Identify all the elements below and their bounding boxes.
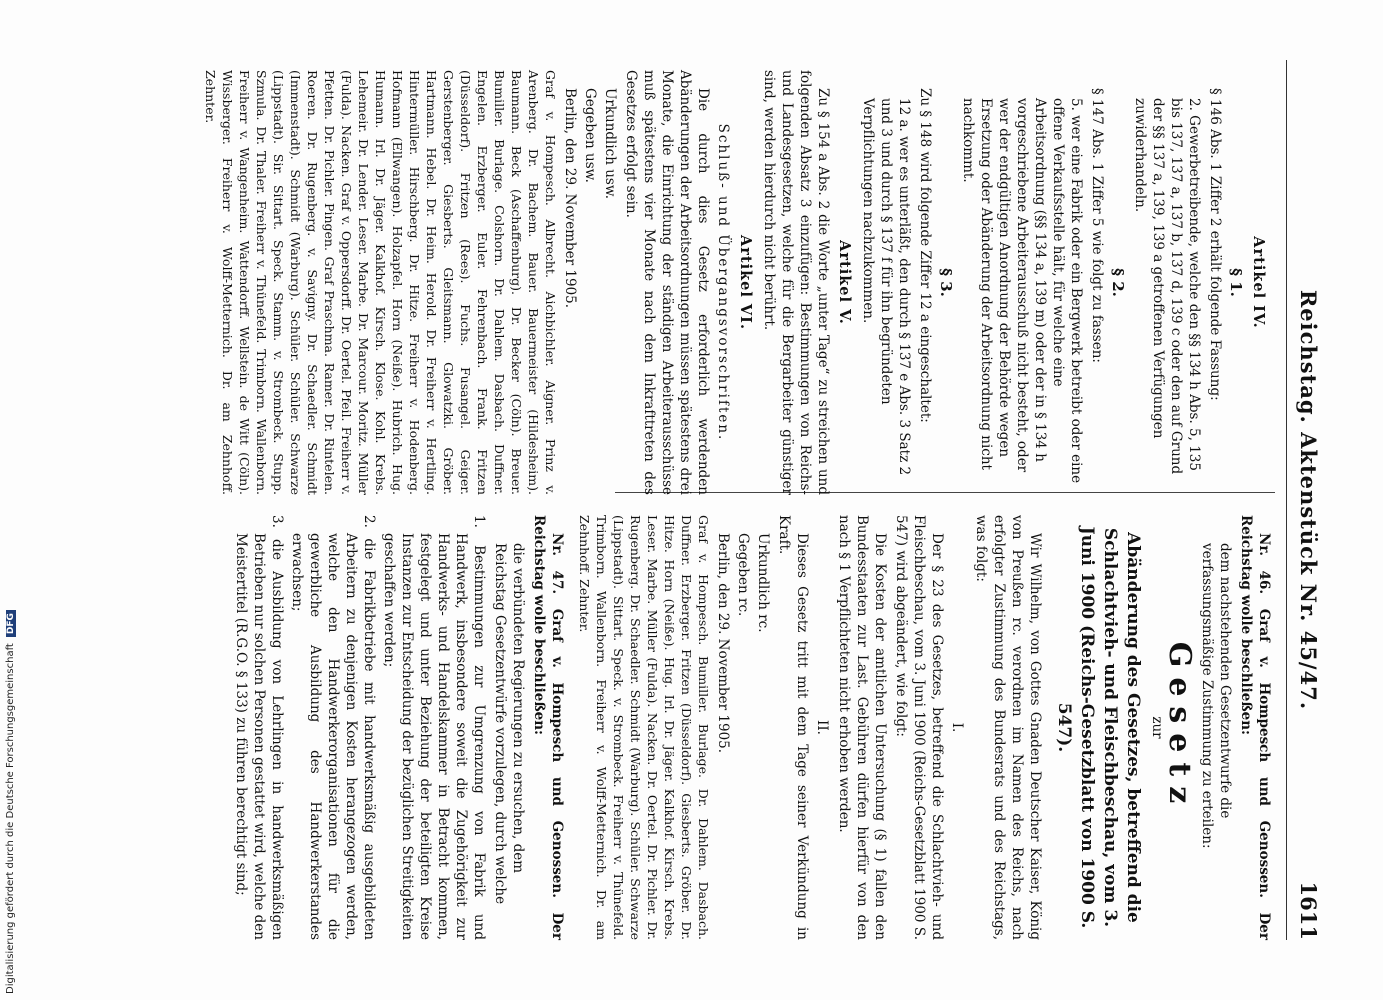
digitization-note	[5, 610, 16, 994]
artikel-v-heading: Artikel V.	[836, 240, 853, 325]
right-column	[230, 515, 1273, 940]
section-3-item: 12 a. wer es unterläßt, den durch § 137 e Abs. 3 Satz 2 und 3 und durch § 137 f für ihn begründeten Verpflichtungen nachzukommen.	[860, 98, 912, 476]
urkundlich-line: Urkundlich usw.	[602, 88, 618, 200]
page-header	[1286, 60, 1323, 940]
artikel-vi-text: Die durch dies Gesetz erforderlich werdenden Abänderungen der Arbeitsordnungen müssen spätestens drei Monate, die Einrichtung der ständigen Arbeiterausschüsse muß spätestens vier Monate nach dem Inkrafttreten des Gesetzes erfolgt sein.	[623, 70, 711, 495]
nr47-text: die verbündeten Regierungen zu ersuchen, dem Reichstag Gesetzentwürfe vorzulegen, durch welche	[492, 543, 526, 905]
artikel-vi-subtitle: Schluß- und Übergangsvorschriften.	[715, 123, 731, 442]
digitization-text: Digitalisierung gefördert durch die Deutsche Forschungsgemeinschaft	[5, 643, 16, 994]
roman-i: I.	[949, 722, 965, 733]
artikel-vi-heading: Artikel VI.	[737, 234, 754, 330]
section-2-heading: § 2.	[1109, 268, 1127, 297]
gegeben-line: Gegeben usw.	[582, 88, 598, 183]
para-2: Dieses Gesetz tritt mit dem Tage seiner Verkündung in Kraft.	[776, 515, 810, 940]
artikel-iv-heading: Artikel IV.	[1250, 236, 1267, 329]
section-2-text: § 147 Abs. 1 Ziffer 5 wie folgt zu fassen:	[1089, 88, 1105, 363]
urkundlich-line: Urkundlich rc.	[755, 533, 771, 633]
dfg-logo: DFG	[6, 610, 16, 637]
law-title: Abänderung des Gesetzes, betreffend die Schlachtvieh- und Fleischbeschau, vom 3. Juni 1900 (Reichs-Gesetzblatt von 1900 S. 547).	[1054, 526, 1143, 929]
roman-ii: II.	[814, 720, 830, 735]
section-1-heading: § 1.	[1227, 268, 1245, 297]
preamble: Wir Wilhelm, von Gottes Gnaden Deutscher Kaiser, König von Preußen rc. verordnen im Namen des Reichs, nach erfolgter Zustimmung des Bundesrats und des Reichstags, was folgt:	[973, 515, 1043, 940]
nr46-text: dem nachstehenden Gesetzentwurfe die verfassungsmäßige Zustimmung zu erteilen:	[1199, 543, 1233, 849]
para-1b: Die Kosten der amtlichen Untersuchung (§ 1) fallen den Bundesstaaten zur Last. Gebühren dürfen hierfür von den nach § 1 Verpflichteten nicht erhoben werden.	[836, 515, 888, 940]
gegeben-line: Gegeben rc.	[735, 533, 751, 617]
date-line: Berlin, den 29. November 1905.	[562, 88, 578, 309]
page-number: 1611	[1296, 881, 1321, 940]
zur-line: zur	[1149, 716, 1165, 739]
nr47-item-2: 2. die Fabrikbetriebe mit handwerksmäßig ausgebildeten Arbeitern zu denjenigen Kosten herangezogen werden, welche den Handwerkerorganisationen für die gewerbliche Ausbildung des Handwerkerstandes erwachsen;	[289, 515, 377, 940]
date-line: Berlin, den 29. November 1905.	[715, 533, 731, 754]
left-column	[202, 70, 1273, 495]
nr47-item-1: 1. Bestimmungen zur Umgrenzung von Fabrik und Handwerk, insbesondere soweit die Zugehörigkeit zur Handwerks- und Handelskammer in Betracht kommen, festgelegt und unter Beziehung der beteiligten Kreise Instanzen zur Entscheidung der bezüglichen Streitigkeiten geschaffen werden;	[381, 515, 487, 940]
gesetz-heading: Gesetz	[1162, 641, 1197, 814]
para-1: Der § 23 des Gesetzes, betreffend die Schlachtvieh- und Fleischbeschau, vom 3. Juni 1900 (Reichs-Gesetzblatt 1900 S. 547) wird abgeändert, wie folgt:	[893, 515, 945, 940]
signatories-list: Graf v. Hompesch. Bumiller. Burlage. Dr. Dahlem. Dasbach. Duffner. Erzberger. Fritzen (Düsseldorf). Giesberts. Gröber. Dr. Hitze. Horn (Neiße). Hug. Irl. Dr. Jäger. Kalkhof. Kirsch. Krebs. Leser. Marbe. Müller (Fulda). Nacken. Dr. Oertel. Dr. Pichler. Dr. Rugenberg. Dr. Schaedler. Schmidt (Warburg). Schüler. Schwarze (Lippstadt). Sittart. Speck. v. Strombeck. Freiherr v. Thünefeld. Trimborn. Wallenborn. Freiherr v. Wolff-Metternich. Dr. am Zehnhoff. Zehnter.	[577, 515, 711, 940]
section-1-text: § 146 Abs. 1 Ziffer 2 erhält folgende Fassung:	[1207, 88, 1223, 401]
section-3-heading: § 3.	[937, 268, 955, 297]
signatories-list: Graf v. Hompesch. Albrecht. Aichbichler. Aigner. Prinz v. Arenberg. Dr. Bachem. Bauer. Bauermeister (Hildesheim). Baumann. Beck (Aschaffenburg). Dr. Becker (Cöln). Breuer. Bumiller. Burlage. Colshorn. Dr. Dahlem. Dasbach. Duffner. Engelen. Erzberger. Euler. Fehrenbach. Frank. Fritzen (Düsseldorf). Fritzen (Rees). Fuchs. Fusangel. Geiger. Gerstenberger. Giesberts. Gleitsmann. Glowatzki. Gröber. Hartmann. Hebel. Dr. Heim. Herold. Dr. Freiherr v. Hertling. Hintermüller. Hirschberg. Dr. Hitze. Freiherr v. Hodenberg. Hofmann (Ellwangen). Holzapfel. Horn (Neiße). Hubrich. Hug. Humann. Irl. Dr. Jäger. Kalkhof. Kirsch. Klose. Kohl. Krebs. Lehemeir. Dr. Lender. Leser. Marbe. Dr. Marcour. Moritz. Müller (Fulda). Nacken. Graf v. Oppersdorff. Dr. Oertel. Pfeil. Freiherr v. Pfetten. Dr. Pichler. Pingen. Graf Praschma. Ramer. Dr. Rintelen. Roeren. Dr. Rugenberg. v. Savigny. Dr. Schaedler. Schmidt (Immenstadt). Schmidt (Warburg). Schüler. Schüler. Schwarze (Lippstadt). Sir. Sittart. Speck. Stamm. v. Strombeck. Stupp. Szmula. Dr. Thaler. Freiherr v. Thünefeld. Trimborn. Wallenborn. Freiherr v. Wangenheim. Wattendorff. Wellstein. de Witt (Cöln). Wissberger. Freiherr v. Wolff-Metternich. Dr. am Zehnhoff. Zehnter.	[203, 70, 558, 495]
section-2-item: 5. wer eine Fabrik oder ein Bergwerk betreibt oder eine offene Verkaufsstelle hält, für welche eine Arbeitsordnung (§§ 134 a, 139 m) oder der in § 134 h vorgeschriebene Arbeiterausschuß nicht besteht, oder wer der endgültigen Anordnung der Behörde wegen Ersetzung oder Abänderung der Arbeitsordnung nicht nachkommt.	[960, 98, 1084, 484]
nr47-intro: Nr. 47. Graf v. Hompesch und Genossen. Der Reichstag wolle beschließen:	[531, 515, 565, 940]
nr47-item-3: 3. die Ausbildung von Lehrlingen in handwerksmäßigen Betrieben nur solchen Personen gestattet wird, welche den Meistertitel (R.G.O. § 133) zu führen berechtigt sind;	[233, 515, 285, 940]
section-1-item: 2. Gewerbetreibende, welche den §§ 134 h Abs. 5, 135 bis 137, 137 a, 137 b, 137 d, 139 c oder den auf Grund der §§ 137 a, 139, 139 a getroffenen Verfügungen zuwiderhandeln.	[1132, 98, 1202, 475]
nr46-intro: Nr. 46. Graf v. Hompesch und Genossen. Der Reichstag wolle beschließen:	[1238, 515, 1272, 940]
section-3-text: Zu § 148 wird folgende Ziffer 12 a eingeschaltet:	[917, 88, 933, 423]
page-title: Reichstag. Aktenstück Nr. 45/47.	[1296, 289, 1321, 711]
artikel-v-text: Zu § 154 a Abs. 2 die Worte „unter Tage“ zu streichen und folgenden Absatz 3 einzufügen: Bestimmungen von Reichs- und Landesgesetzen, welche für die Bergarbeiter günstiger sind, werden hierdurch nicht berührt.	[761, 70, 831, 495]
